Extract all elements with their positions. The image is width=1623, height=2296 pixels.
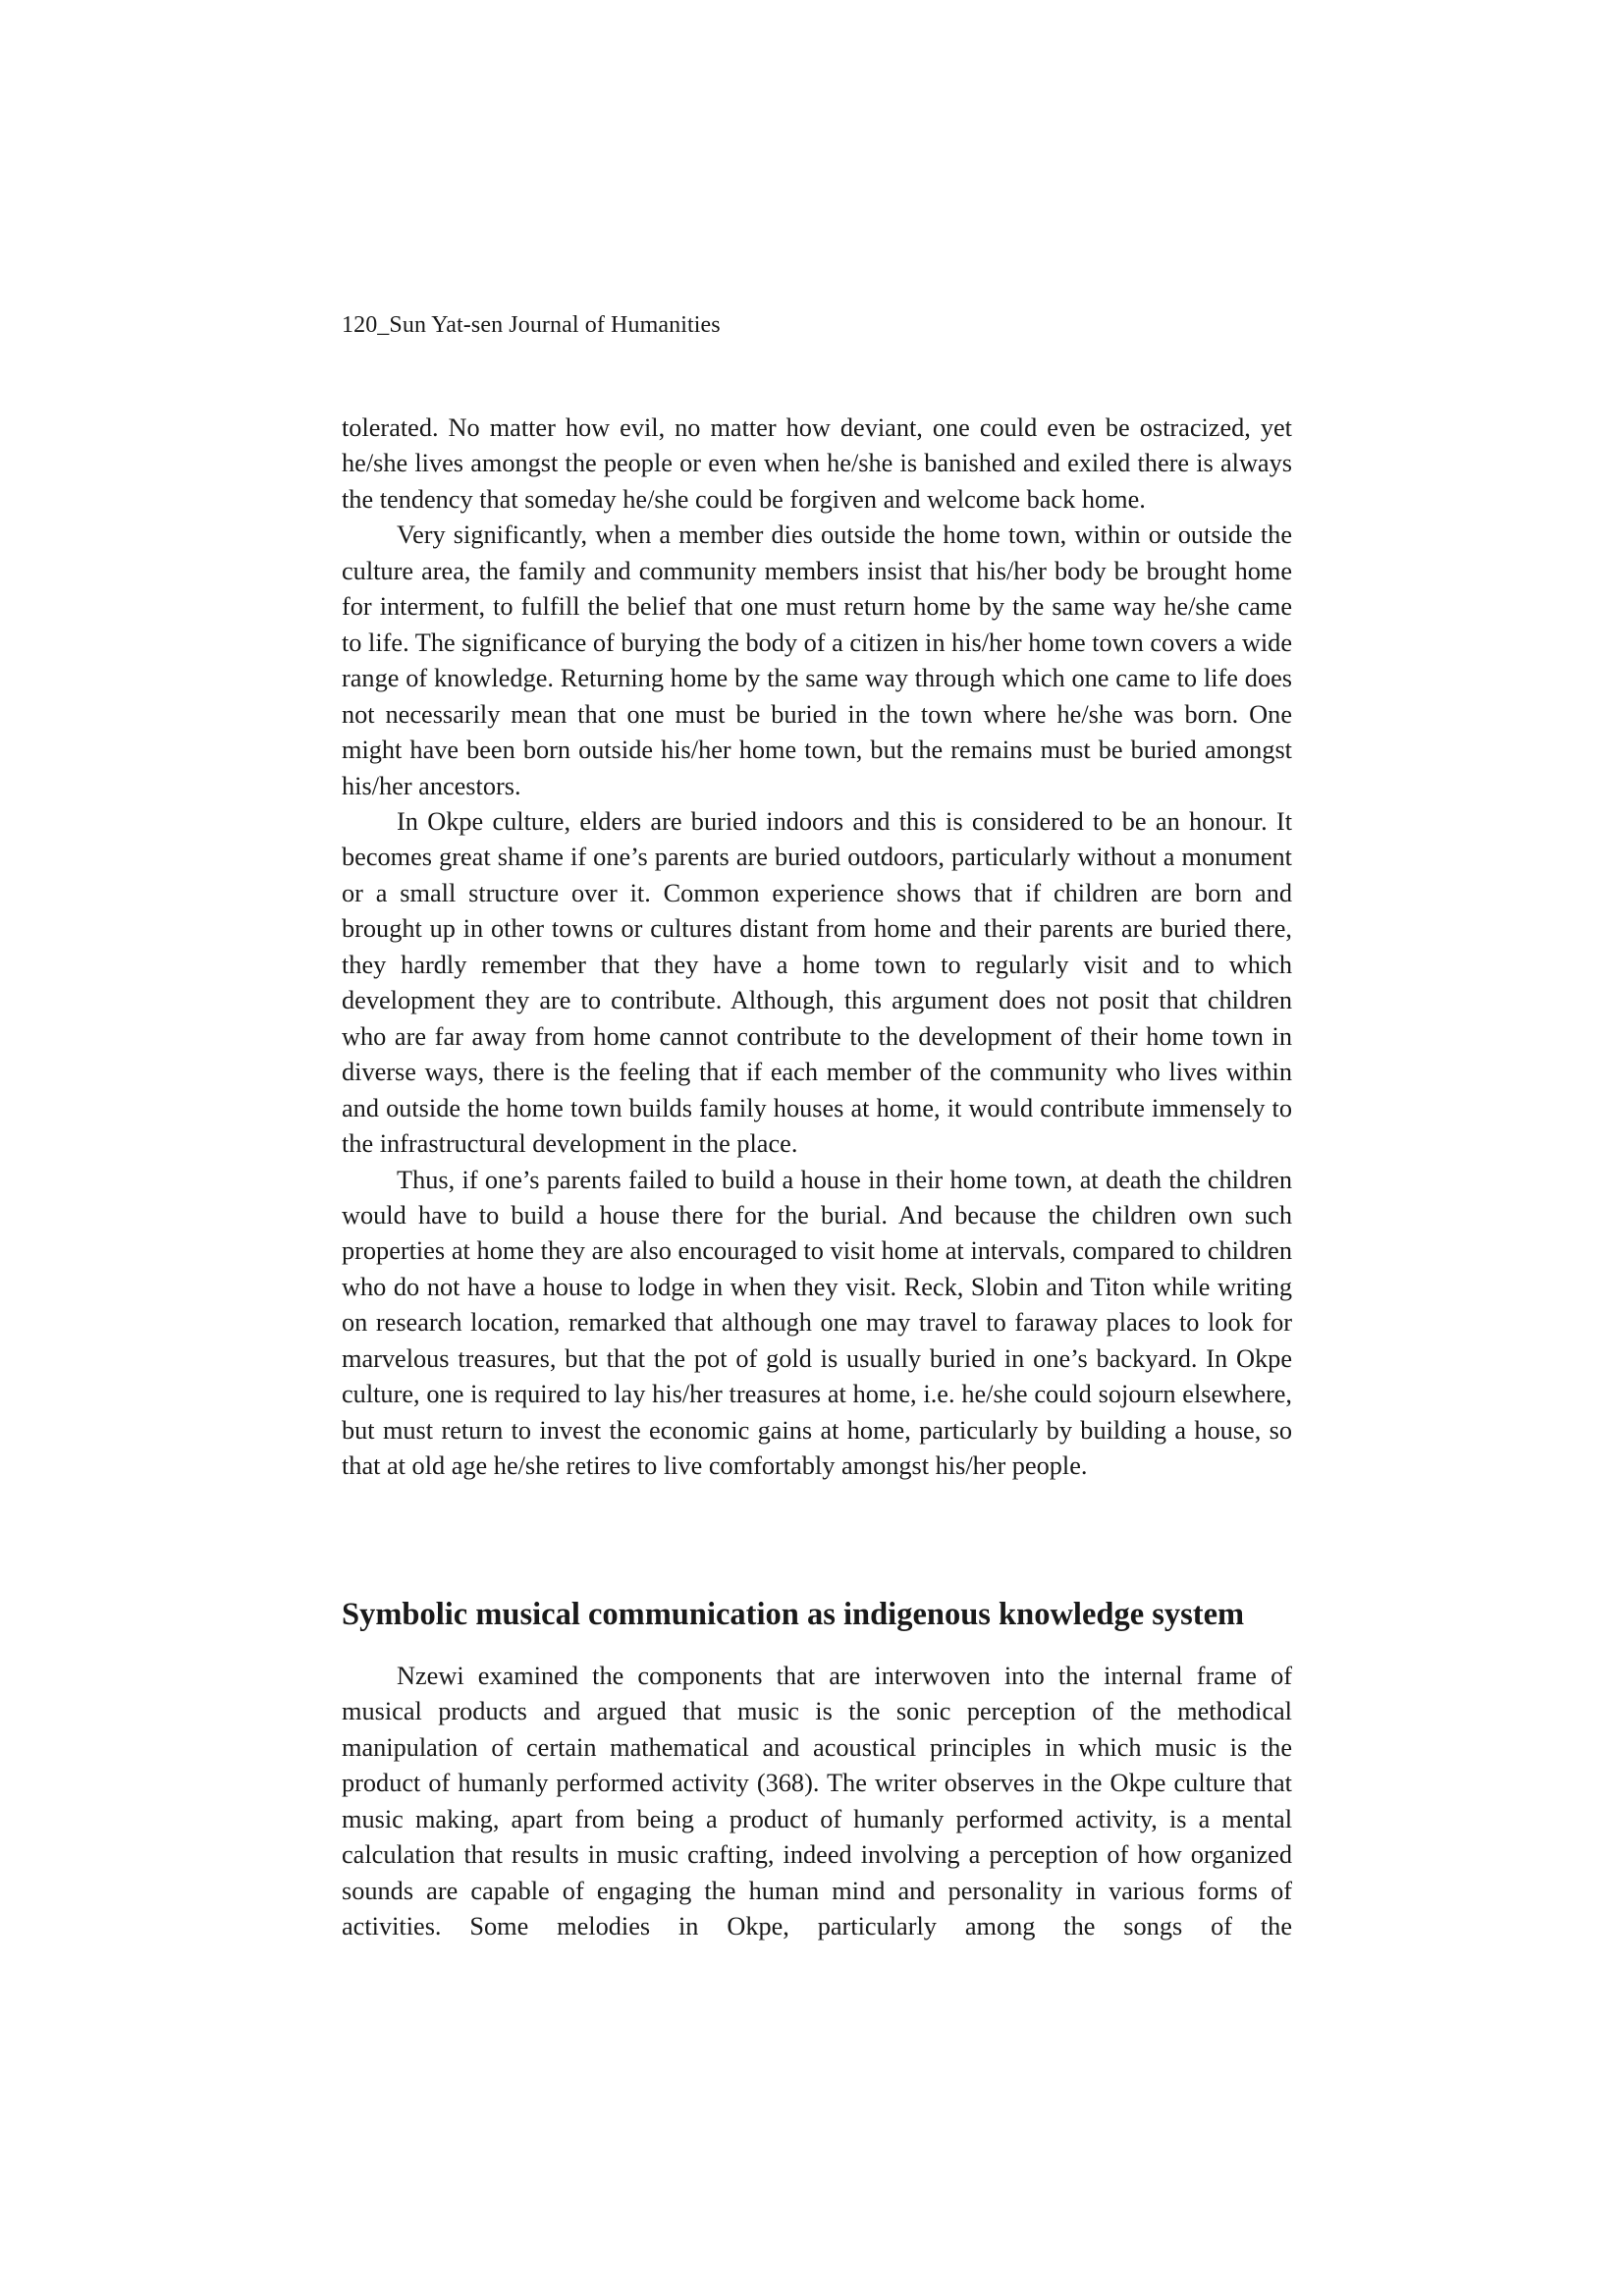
body-text bbox=[342, 410, 1292, 1485]
section-heading: Symbolic musical communication as indigenous knowledge system bbox=[342, 1597, 1245, 1632]
paragraph-2: Very significantly, when a member dies outside the home town, within or outside the culture area, the family and community members insist that his/her body be brought home for interment, to fulfill the belief that one must return home by the same way he/she came to life. The significance of burying the body of a citizen in his/her home town covers a wide range of knowledge. Returning home by the same way through which one came to life does not necessarily mean that one must be buried in the town where he/she was born. One might have been born outside his/her home town, but the remains must be buried amongst his/her ancestors. bbox=[342, 520, 1292, 800]
section-paragraph-1: Nzewi examined the components that are interwoven into the internal frame of musical products and argued that music is the sonic perception of the methodical manipulation of certain mathematical and acoustical principles in which music is the product of humanly performed activity (368). The writer observes in the Okpe culture that music making, apart from being a product of humanly performed activity, is a mental calculation that results in music crafting, indeed involving a perception of how organized sounds are capable of engaging the human mind and personality in various forms of activities. Some melodies in Okpe, particularly among the songs of the bbox=[342, 1662, 1292, 1941]
section-body-text bbox=[342, 1659, 1292, 1945]
running-head: 120_Sun Yat-sen Journal of Humanities bbox=[342, 312, 721, 338]
paragraph-4: Thus, if one’s parents failed to build a house in their home town, at death the children would have to build a house there for the burial. And because the children own such properties at home they are also encouraged to visit home at intervals, compared to children who do not have a house to lodge in when they visit. Reck, Slobin and Titon while writing on research location, remarked that although one may travel to faraway places to look for marvelous treasures, but that the pot of gold is usually buried in one’s backyard. In Okpe culture, one is required to lay his/her treasures at home, i.e. he/she could sojourn elsewhere, but must return to invest the economic gains at home, particularly by building a house, so that at old age he/she retires to live comfortably amongst his/her people. bbox=[342, 1165, 1292, 1481]
paragraph-3: In Okpe culture, elders are buried indoors and this is considered to be an honour. It becomes great shame if one’s parents are buried outdoors, particularly without a monument or a small structure over it. Common experience shows that if children are born and brought up in other towns or cultures distant from home and their parents are buried there, they hardly remember that they have a home town to regularly visit and to which development they are to contribute. Although, this argument does not posit that children who are far away from home cannot contribute to the development of their home town in diverse ways, there is the feeling that if each member of the community who lives within and outside the home town builds family houses at home, it would contribute immensely to the infrastructural development in the place. bbox=[342, 806, 1292, 1159]
paragraph-1: tolerated. No matter how evil, no matter how deviant, one could even be ostracized, yet he/she lives amongst the people or even when he/she is banished and exiled there is always the tendency that someday he/she could be forgiven and welcome back home. bbox=[342, 413, 1292, 514]
